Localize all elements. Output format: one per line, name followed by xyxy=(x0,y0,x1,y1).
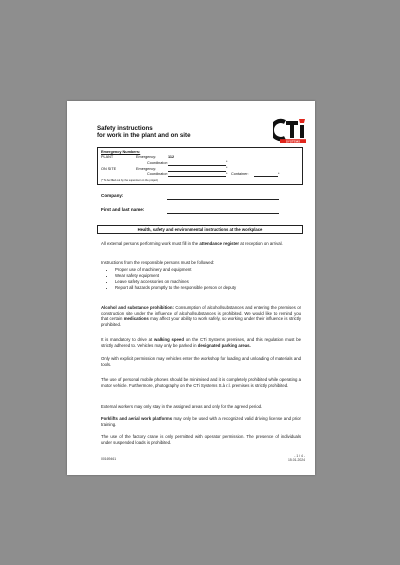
paragraph-phones: The use of personal mobile phones should be minimised and it is completely prohibited while operating a motor vehicle. Furthermore, photography on the CTi Systems S.à r.l. premises is strictly prohibited. xyxy=(101,377,301,388)
medications-term: medications xyxy=(123,316,149,322)
name-field-line xyxy=(167,213,279,214)
onsite-coordinator-asterisk: * xyxy=(226,171,228,176)
paragraph-vehicles: Only with explicit permission may vehicles enter the workshop for loading and unloading of materials and tools. xyxy=(101,356,301,367)
container-line xyxy=(254,176,278,177)
company-field-line xyxy=(167,199,279,200)
list-item: • Proper use of machinery and equipment xyxy=(115,267,305,273)
footer-page-number: - 1 / 4 - xyxy=(294,454,305,458)
plant-label: PLANT xyxy=(101,155,114,159)
list-item: • Wear safety equipment xyxy=(115,273,305,279)
plant-emergency-value: 112 xyxy=(168,155,175,159)
footer-date: 15.01.2024 xyxy=(288,458,305,463)
list-item: • Report all hazards promptly to the responsible person or deputy xyxy=(115,285,305,291)
onsite-coordinator-line xyxy=(168,176,226,177)
alcohol-text-b: Consumption of alcohol/substances and entering the premises or construction site under the influence of alcohol/substances is prohibited. We would like to remind you that certain xyxy=(101,305,302,322)
title-line-2: for work in the plant and on site xyxy=(97,132,191,140)
plant-coordinator-line xyxy=(168,165,226,166)
paragraph-forklifts xyxy=(101,416,301,427)
emergency-numbers-box xyxy=(97,147,303,185)
company-label: Company: xyxy=(101,193,124,198)
logo-subtext: SYSTEMS xyxy=(285,139,301,144)
footer-page-info xyxy=(265,454,305,462)
onsite-emergency-line xyxy=(168,171,226,172)
container-label: Container: xyxy=(231,172,249,176)
paragraph-crane: The use of the factory crane is only permitted with operator permission. The presence of individuals under suspended loads is prohibited. xyxy=(101,434,301,445)
paragraph-attendance xyxy=(101,241,301,247)
footer-document-number: 00169461 xyxy=(101,457,117,461)
paragraph-alcohol xyxy=(101,305,301,327)
parking-areas-term: designated parking areas. xyxy=(197,342,251,348)
forklifts-term: Forklifts and aerial work platforms xyxy=(101,416,173,421)
section-heading: Health, safety and environmental instructions at the workplace xyxy=(97,225,303,234)
onsite-emergency-asterisk: * xyxy=(226,166,228,170)
list-item: • Leave safety accessories on machines xyxy=(115,279,305,285)
cti-systems-logo xyxy=(273,118,309,144)
attendance-register-term: attendance register xyxy=(199,241,240,246)
paragraph-speed xyxy=(101,337,301,348)
document-title xyxy=(97,125,191,140)
paragraph-external-workers: External workers may only stay in the assigned areas and only for the agreed period. xyxy=(101,404,263,409)
walking-speed-term: walking speed xyxy=(153,337,184,342)
instructions-list xyxy=(101,267,305,291)
plant-coordinator-asterisk: * xyxy=(226,160,228,164)
attendance-text-c: at reception on arrival. xyxy=(239,241,283,246)
onsite-emergency-label: Emergency: xyxy=(136,166,157,171)
alcohol-text-d: may affect your ability to work safely, so working under their influence is strictly prohibited. xyxy=(101,316,301,327)
emergency-heading: Emergency Numbers: xyxy=(101,149,141,154)
plant-emergency-label: Emergency: xyxy=(136,155,157,159)
speed-text-a: It is mandatory to drive at xyxy=(101,337,154,342)
onsite-coordinator-label: Coordinator: xyxy=(147,172,168,176)
title-line-1: Safety instructions xyxy=(97,125,153,132)
speed-text-c: on the CTi Systems premises, and this regulation must be strictly adhered to. Vehicles may only be parked in xyxy=(101,337,301,348)
attendance-text-a: All external persons performing work must fill in the xyxy=(101,241,200,246)
alcohol-heading: Alcohol and substance prohibition: xyxy=(101,305,174,310)
document-page xyxy=(67,101,315,475)
onsite-label: ON SITE xyxy=(101,166,117,171)
paragraph-instructions: Instructions from the responsible persons must be followed: xyxy=(101,260,215,265)
emergency-footnote: (* To be filled out by the supervisor on the project) xyxy=(101,178,159,182)
name-label: First and last name: xyxy=(101,207,145,212)
plant-coordinator-label: Coordinator: xyxy=(147,160,168,165)
container-asterisk: * xyxy=(278,171,280,176)
forklifts-text: may only be used with a recognized valid driving license and prior training. xyxy=(101,416,301,427)
